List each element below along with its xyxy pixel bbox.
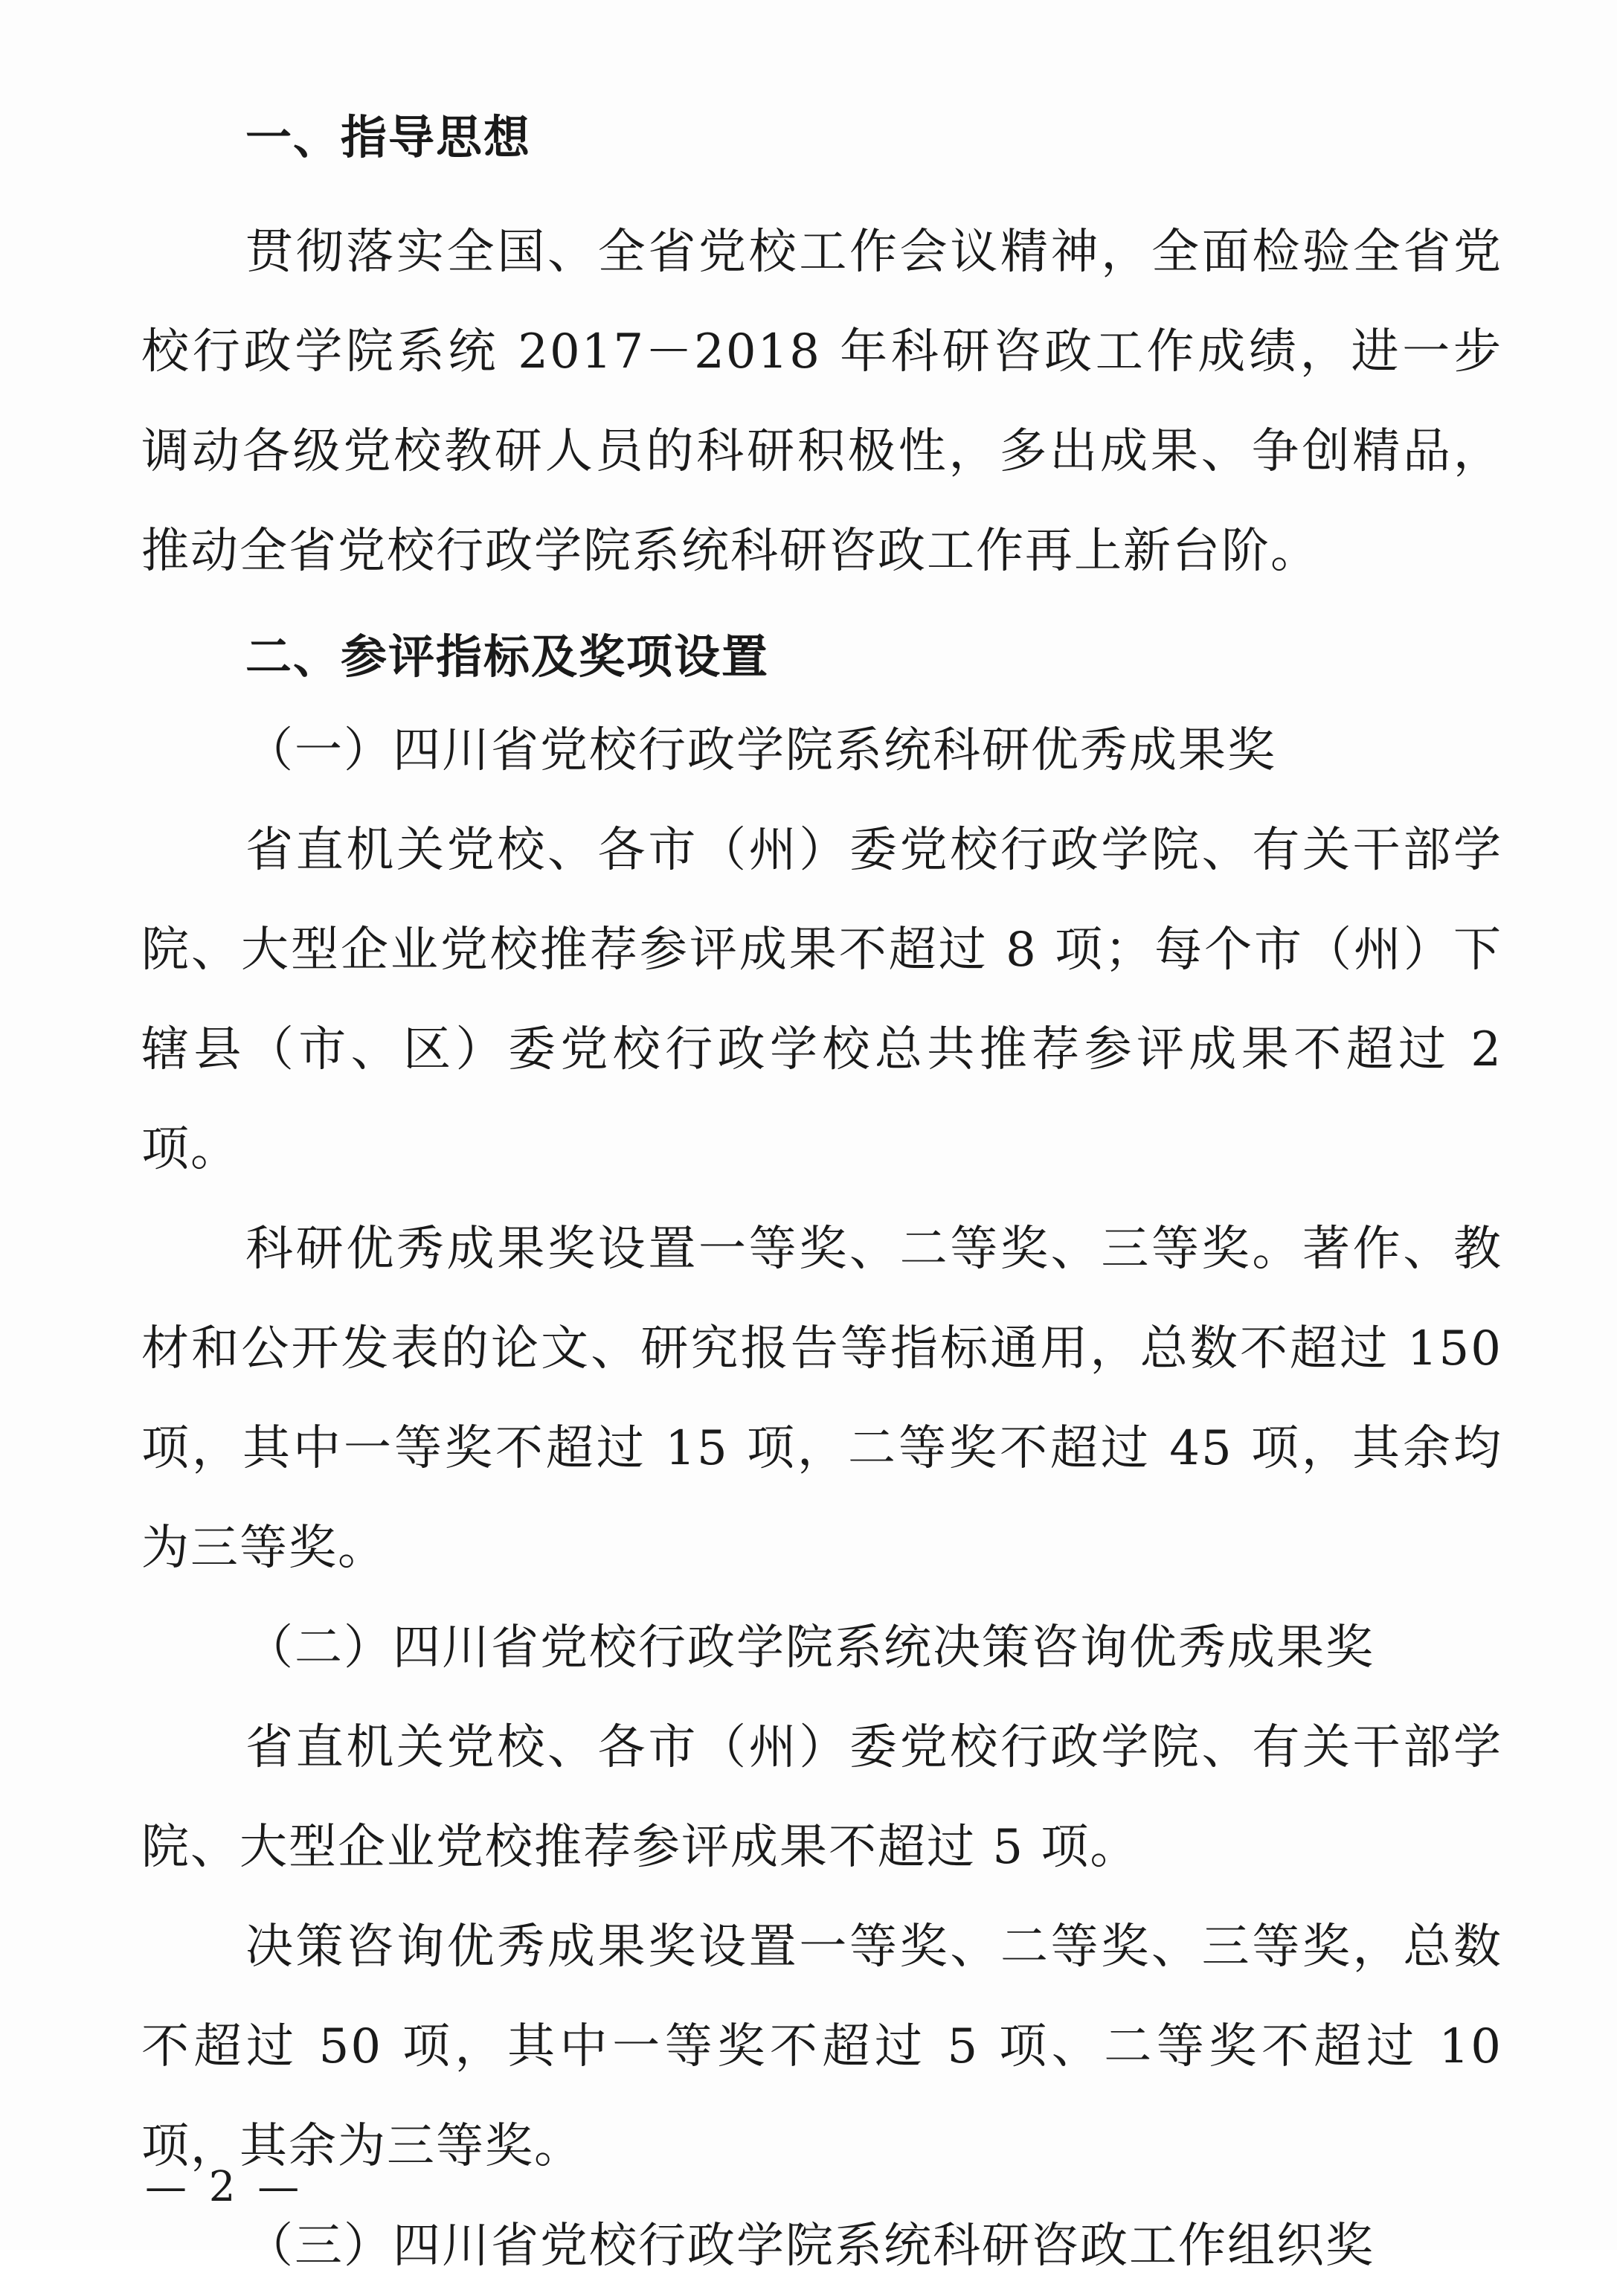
- subheading-consulting-award: （二）四川省党校行政学院系统决策咨询优秀成果奖: [245, 1620, 1375, 1675]
- paragraph-consulting-award-levels: 决策咨询优秀成果奖设置一等奖、二等奖、三等奖，总数不超过 50 项，其中一等奖不超过 5 项、二等奖不超过 10 项，其余为三等奖。: [141, 1920, 1502, 2174]
- paragraph-guiding-ideology: 贯彻落实全国、全省党校工作会议精神，全面检验全省党校行政学院系统 2017－2018 年科研咨政工作成绩，进一步调动各级党校教研人员的科研积极性，多出成果、争创精品，推动全省党校行政学院系统科研咨政工作再上新台阶。: [141, 225, 1502, 579]
- page-number: — 2 —: [145, 2163, 304, 2211]
- document-body: [141, 112, 1502, 2296]
- paragraph-research-award-levels: 科研优秀成果奖设置一等奖、二等奖、三等奖。著作、教材和公开发表的论文、研究报告等指标通用，总数不超过 150 项，其中一等奖不超过 15 项，二等奖不超过 45 项，其余均为三等奖。: [141, 1222, 1502, 1576]
- paragraph-consulting-award-quota: 省直机关党校、各市（州）委党校行政学院、有关干部学院、大型企业党校推荐参评成果不超过 5 项。: [141, 1720, 1502, 1875]
- subheading-organization-award: （三）四川省党校行政学院系统科研咨政工作组织奖: [245, 2219, 1375, 2274]
- section-heading-indicators-awards: 二、参评指标及奖项设置: [245, 629, 770, 684]
- paragraph-research-award-quota: 省直机关党校、各市（州）委党校行政学院、有关干部学院、大型企业党校推荐参评成果不超过 8 项；每个市（州）下辖县（市、区）委党校行政学校总共推荐参评成果不超过 2 项。: [141, 823, 1502, 1177]
- subheading-research-award: （一）四川省党校行政学院系统科研优秀成果奖: [245, 723, 1276, 778]
- section-heading-guiding-ideology: 一、指导思想: [245, 110, 532, 164]
